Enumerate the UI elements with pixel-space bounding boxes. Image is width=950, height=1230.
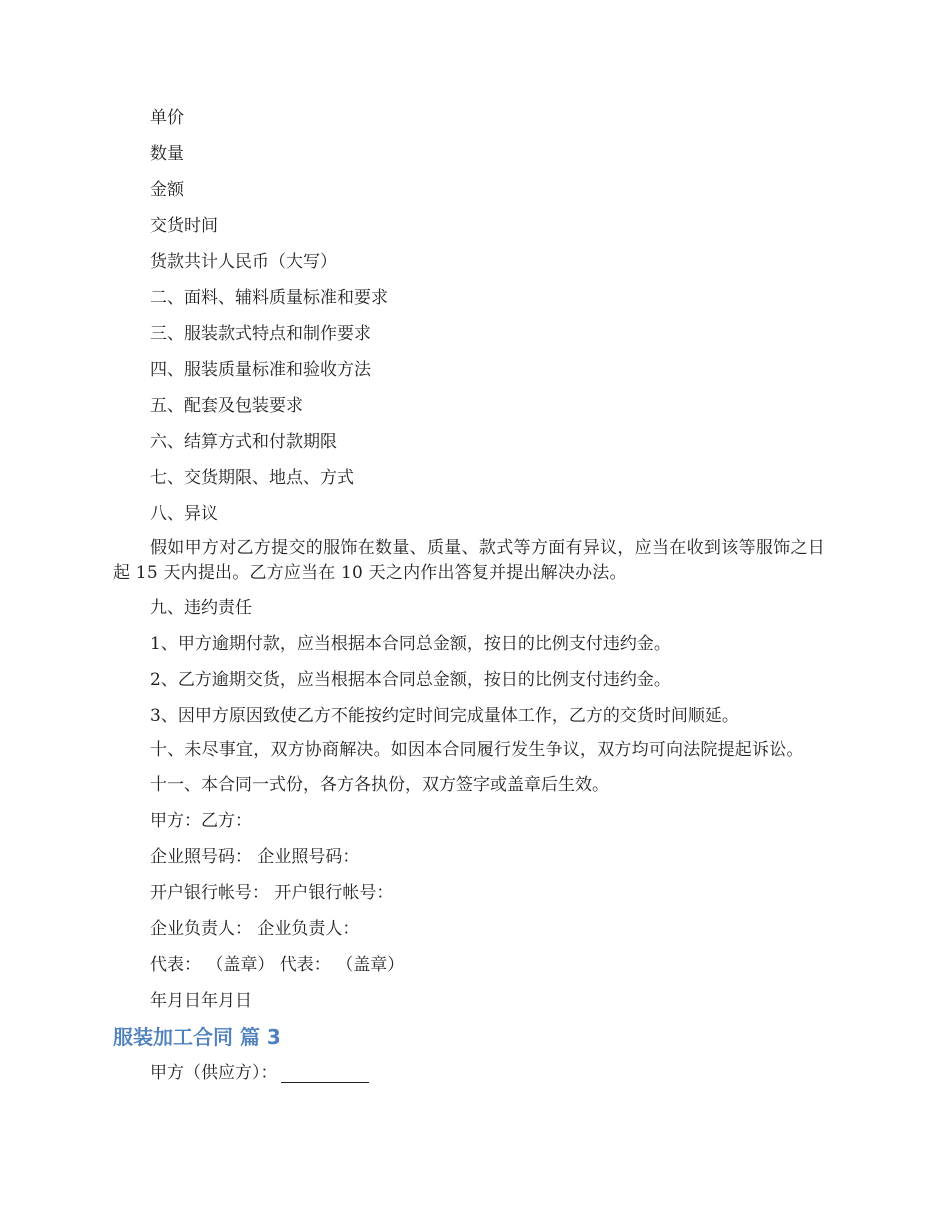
document-body — [113, 108, 825, 1099]
text-line-total-payment: 货款共计人民币（大写） — [150, 252, 337, 272]
text-line-quantity: 数量 — [150, 144, 184, 164]
breach-item-3: 3、因甲方原因致使乙方不能按约定时间完成量体工作，乙方的交货时间顺延。 — [150, 706, 739, 726]
dispute-paragraph: 十、未尽事宜，双方协商解决。如因本合同履行发生争议，双方均可向法院提起诉讼。 — [150, 740, 804, 760]
party-a-label: 甲方（供应方）： — [150, 1063, 278, 1083]
clause-4-heading: 四、服装质量标准和验收方法 — [150, 360, 371, 380]
date-line: 年月日年月日 — [150, 991, 252, 1011]
text-line-amount: 金额 — [150, 180, 184, 200]
clause-11-line: 十一、本合同一式份，各方各执份，双方签字或盖章后生效。 — [150, 775, 609, 795]
signature-parties-line: 甲方：乙方： — [150, 811, 252, 831]
business-license-line: 企业照号码： 企业照号码： — [150, 847, 360, 867]
party-a-blank — [281, 1065, 369, 1083]
objection-paragraph: 假如甲方对乙方提交的服饰在数量、质量、款式等方面有异议，应当在收到该等服饰之日起 15 天内提出。乙方应当在 10 天之内作出答复并提出解决办法。 — [113, 538, 825, 583]
clause-5-heading: 五、配套及包装要求 — [150, 396, 303, 416]
representative-seal-line: 代表： （盖章） 代表： （盖章） — [150, 955, 405, 975]
legal-representative-line: 企业负责人： 企业负责人： — [150, 919, 360, 939]
breach-item-2: 2、乙方逾期交货，应当根据本合同总金额，按日的比例支付违约金。 — [150, 670, 671, 690]
text-line-delivery-time: 交货时间 — [150, 216, 218, 236]
breach-item-1: 1、甲方逾期付款，应当根据本合同总金额，按日的比例支付违约金。 — [150, 634, 671, 654]
bank-account-line: 开户银行帐号： 开户银行帐号： — [150, 883, 394, 903]
text-line-unit-price: 单价 — [150, 108, 184, 128]
clause-7-heading: 七、交货期限、地点、方式 — [150, 468, 354, 488]
clause-9-heading: 九、违约责任 — [150, 598, 252, 618]
section-heading: 服装加工合同 篇 3 — [113, 1025, 281, 1049]
clause-3-heading: 三、服装款式特点和制作要求 — [150, 324, 371, 344]
party-a-supplier-line — [113, 1063, 825, 1083]
clause-8-heading: 八、异议 — [150, 504, 218, 524]
clause-2-heading: 二、面料、辅料质量标准和要求 — [150, 288, 388, 308]
clause-6-heading: 六、结算方式和付款期限 — [150, 432, 337, 452]
